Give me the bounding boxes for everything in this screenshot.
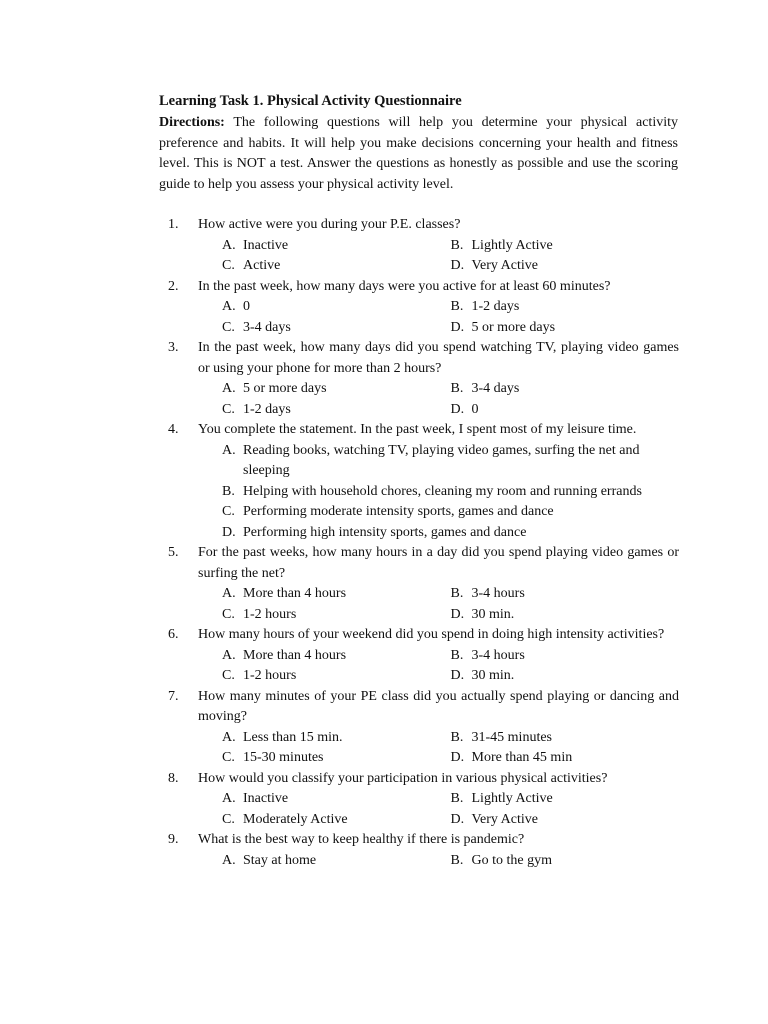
answer-option — [222, 646, 451, 667]
answer-option — [222, 728, 451, 749]
option-row — [222, 318, 679, 339]
answer-option — [222, 297, 451, 318]
option-text: Performing high intensity sports, games and dance — [243, 524, 527, 540]
question-text: How many minutes of your PE class did you actually spend playing or dancing and moving? — [198, 688, 679, 724]
answer-option — [222, 584, 451, 605]
answer-options — [222, 297, 679, 338]
question-text: For the past weeks, how many hours in a day did you spend playing video games or surfing the net? — [198, 545, 679, 581]
option-row — [222, 851, 679, 872]
answer-option — [222, 523, 679, 544]
answer-option — [222, 666, 451, 687]
question-number: 8. — [168, 770, 179, 786]
option-letter: C. — [222, 606, 235, 622]
option-row — [222, 789, 679, 810]
option-letter: D. — [450, 606, 465, 622]
option-text: 1-2 days — [243, 401, 291, 417]
option-text: 1-2 hours — [243, 668, 297, 683]
answer-option — [222, 441, 679, 482]
answer-option — [451, 810, 680, 831]
question-number: 3. — [168, 340, 179, 355]
option-text: Performing moderate intensity sports, games and dance — [243, 504, 554, 519]
option-letter: C. — [222, 504, 235, 519]
option-text: Less than 15 min. — [243, 729, 343, 745]
page-title: Learning Task 1. Physical Activity Questionnaire — [159, 93, 462, 109]
option-text: Stay at home — [243, 852, 317, 868]
option-text: 15-30 minutes — [243, 750, 324, 765]
directions-text: The following questions will help you determine your physical activity preference and habits. It will help you make decisions concerning your health and fitness level. This is NOT a test. Answer the questions as honestly as possible and use the scoring guide to help you assess your physical activity level. — [159, 115, 678, 192]
question-item — [159, 215, 679, 277]
option-text: Moderately Active — [243, 811, 348, 827]
answer-option — [451, 851, 680, 872]
option-letter: B. — [450, 729, 464, 745]
answer-option — [222, 605, 451, 626]
answer-option — [451, 318, 680, 339]
question-number: 9. — [168, 832, 179, 847]
answer-option — [451, 666, 680, 687]
option-letter: C. — [222, 811, 235, 827]
directions-label: Directions: — [159, 115, 225, 130]
question-item — [159, 543, 679, 625]
answer-options — [222, 789, 679, 830]
answer-option — [222, 482, 679, 503]
question-number: 6. — [168, 627, 179, 642]
option-text: 3-4 days — [471, 381, 520, 396]
question-number: 7. — [168, 688, 179, 704]
answer-option — [222, 236, 451, 257]
option-text: 5 or more days — [243, 381, 327, 396]
question-item — [159, 625, 679, 687]
option-text: 0 — [243, 299, 250, 314]
option-letter: A. — [222, 586, 236, 601]
question-item — [159, 830, 679, 871]
answer-option — [222, 810, 451, 831]
answer-option — [222, 789, 451, 810]
answer-option — [451, 379, 680, 400]
option-text: Very Active — [471, 811, 538, 827]
answer-option — [451, 400, 680, 421]
option-row — [222, 236, 679, 257]
answer-options — [222, 646, 679, 687]
option-letter: C. — [222, 750, 235, 765]
answer-option — [222, 318, 451, 339]
question-text: How active were you during your P.E. classes? — [198, 217, 461, 232]
answer-option — [222, 379, 451, 400]
option-row — [222, 256, 679, 277]
option-letter: D. — [450, 750, 465, 765]
option-text: 3-4 days — [243, 319, 291, 335]
answer-option — [451, 236, 680, 257]
answer-option — [222, 256, 451, 277]
option-letter: C. — [222, 401, 235, 417]
option-letter: A. — [222, 791, 236, 806]
answer-option — [451, 584, 680, 605]
option-letter: B. — [450, 381, 464, 396]
option-text: 3-4 hours — [471, 586, 525, 601]
directions-paragraph — [159, 113, 678, 195]
question-item — [159, 277, 679, 339]
option-text: More than 45 min — [471, 750, 573, 765]
question-number: 5. — [168, 545, 179, 560]
option-letter: A. — [222, 729, 236, 745]
answer-options — [222, 236, 679, 277]
option-text: 30 min. — [471, 606, 515, 622]
question-text: You complete the statement. In the past week, I spent most of my leisure time. — [198, 422, 637, 437]
question-item — [159, 687, 679, 769]
option-letter: D. — [450, 668, 465, 683]
answer-option — [451, 789, 680, 810]
option-letter: A. — [222, 852, 236, 868]
option-row — [222, 666, 679, 687]
answer-option — [451, 748, 680, 769]
option-text: Inactive — [243, 237, 289, 253]
option-row — [222, 646, 679, 667]
option-text: Very Active — [471, 258, 538, 273]
option-letter: A. — [222, 237, 236, 253]
answer-options — [222, 441, 679, 544]
option-text: 3-4 hours — [471, 647, 525, 663]
option-letter: D. — [450, 258, 465, 273]
option-text: Reading books, watching TV, playing video games, surfing the net and sleeping — [243, 442, 640, 478]
answer-options — [222, 728, 679, 769]
answer-option — [222, 400, 451, 421]
option-letter: B. — [222, 483, 235, 499]
answer-option — [222, 748, 451, 769]
option-letter: B. — [450, 647, 464, 663]
option-row — [222, 584, 679, 605]
option-row — [222, 810, 679, 831]
option-text: More than 4 hours — [243, 586, 347, 601]
option-row — [222, 400, 679, 421]
option-letter: A. — [222, 442, 236, 458]
option-text: Lightly Active — [471, 791, 553, 806]
question-text: In the past week, how many days were you active for at least 60 minutes? — [198, 278, 611, 294]
question-text: How would you classify your participation in various physical activities? — [198, 770, 608, 786]
option-letter: B. — [450, 237, 464, 253]
answer-option — [222, 851, 451, 872]
question-list — [159, 215, 679, 871]
option-letter: B. — [450, 852, 464, 868]
option-letter: A. — [222, 381, 236, 396]
option-row — [222, 297, 679, 318]
option-text: Inactive — [243, 791, 289, 806]
answer-option — [451, 297, 680, 318]
answer-option — [451, 605, 680, 626]
option-letter: A. — [222, 299, 236, 314]
answer-option — [451, 646, 680, 667]
answer-option — [222, 502, 679, 523]
answer-options — [222, 379, 679, 420]
option-text: 30 min. — [471, 668, 515, 683]
option-text: Active — [243, 258, 281, 273]
option-text: 1-2 days — [471, 299, 520, 314]
option-letter: B. — [450, 791, 464, 806]
option-letter: D. — [450, 811, 465, 827]
question-item — [159, 769, 679, 831]
option-text: 1-2 hours — [243, 606, 297, 622]
option-text: 0 — [471, 401, 479, 417]
answer-option — [451, 256, 680, 277]
option-letter: C. — [222, 319, 235, 335]
question-text: What is the best way to keep healthy if there is pandemic? — [198, 832, 525, 847]
option-text: 31-45 minutes — [471, 729, 552, 745]
option-letter: B. — [450, 586, 464, 601]
option-text: 5 or more days — [471, 319, 556, 335]
question-number: 1. — [168, 217, 179, 232]
question-number: 2. — [168, 278, 179, 294]
option-text: More than 4 hours — [243, 647, 347, 663]
option-letter: D. — [222, 524, 236, 540]
option-letter: B. — [450, 299, 464, 314]
option-text: Lightly Active — [471, 237, 553, 253]
answer-options — [222, 584, 679, 625]
question-text: How many hours of your weekend did you spend in doing high intensity activities? — [198, 627, 665, 642]
option-row — [222, 748, 679, 769]
question-item — [159, 420, 679, 543]
option-row — [222, 605, 679, 626]
question-number: 4. — [168, 422, 179, 437]
option-letter: A. — [222, 647, 236, 663]
option-letter: C. — [222, 258, 235, 273]
question-item — [159, 338, 679, 420]
option-row — [222, 728, 679, 749]
option-text: Go to the gym — [471, 852, 552, 868]
option-row — [222, 379, 679, 400]
answer-options — [222, 851, 679, 872]
option-letter: C. — [222, 668, 235, 683]
option-letter: D. — [450, 319, 465, 335]
question-text: In the past week, how many days did you spend watching TV, playing video games or using your phone for more than 2 hours? — [198, 340, 679, 376]
option-letter: D. — [450, 401, 465, 417]
option-text: Helping with household chores, cleaning my room and running errands — [243, 483, 642, 499]
answer-option — [451, 728, 680, 749]
